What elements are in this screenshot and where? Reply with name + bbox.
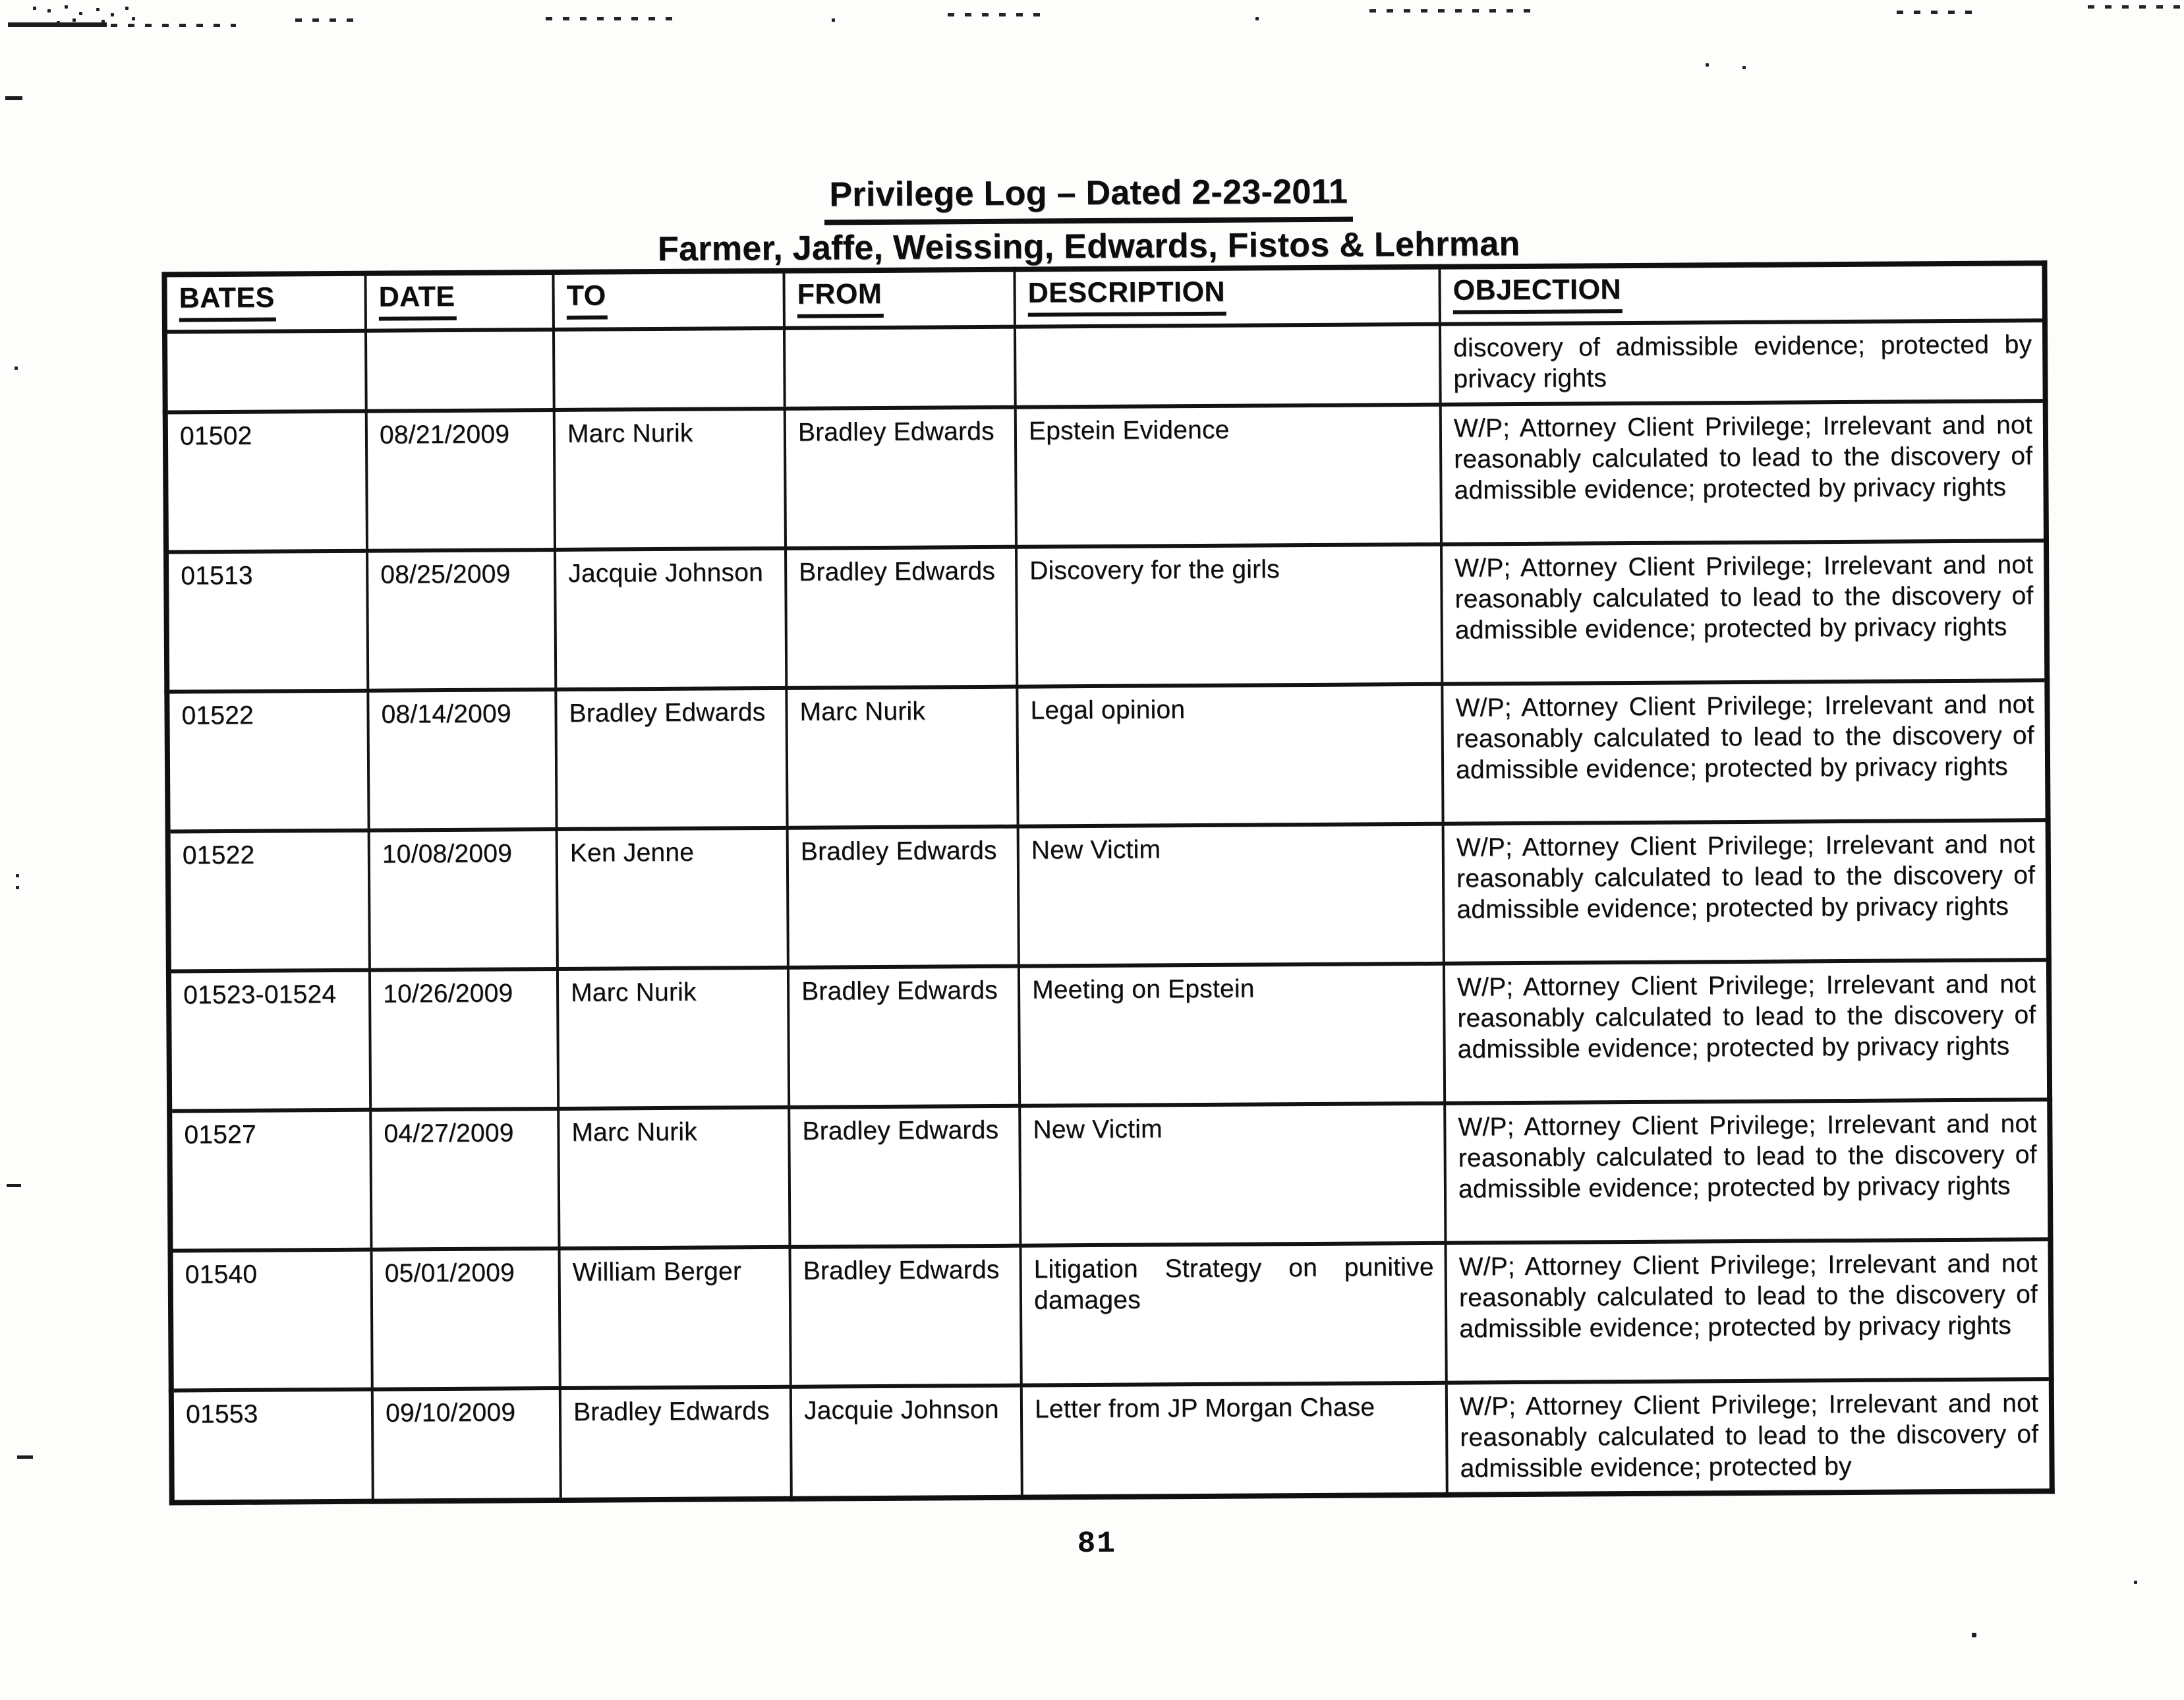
to-cell: Jacquie Johnson	[555, 548, 786, 689]
description-cell: New Victim	[1018, 824, 1444, 966]
to-cell: Marc Nurik	[558, 968, 789, 1109]
description-cell: Discovery for the girls	[1016, 544, 1442, 687]
date-cell: 04/27/2009	[370, 1109, 559, 1250]
column-header-description	[1014, 267, 1440, 327]
to-cell: Marc Nurik	[554, 409, 786, 550]
to-cell: Ken Jenne	[557, 828, 788, 969]
date-cell: 09/10/2009	[372, 1388, 561, 1502]
to-cell	[554, 328, 785, 410]
table-row	[167, 680, 2048, 831]
column-header-label: DESCRIPTION	[1028, 276, 1227, 317]
to-cell: Marc Nurik	[558, 1107, 790, 1248]
description-cell: Meeting on Epstein	[1019, 964, 1445, 1106]
table-row	[171, 1379, 2052, 1502]
to-cell: Bradley Edwards	[560, 1387, 791, 1500]
column-header-label: DATE	[379, 281, 457, 321]
date-cell: 08/21/2009	[366, 410, 555, 551]
column-header-from	[784, 270, 1015, 328]
document-title: Privilege Log – Dated 2-23-2011	[0, 163, 2181, 230]
objection-cell: W/P; Attorney Client Privilege; Irrelevant and not reasonably calculated to lead to the discovery of admissible evidence; protected by privacy rights	[1444, 960, 2050, 1103]
from-cell	[784, 327, 1016, 409]
objection-cell: W/P; Attorney Client Privilege; Irrelevant and not reasonably calculated to lead to the discovery of admissible evidence; protected by privacy rights	[1441, 401, 2046, 544]
column-header-label: TO	[567, 279, 608, 319]
bates-cell: 01502	[165, 411, 367, 552]
bates-cell: 01513	[166, 551, 368, 692]
description-cell: Letter from JP Morgan Chase	[1021, 1383, 1447, 1498]
description-cell	[1015, 324, 1441, 407]
from-cell: Jacquie Johnson	[791, 1386, 1022, 1499]
description-cell: Litigation Strategy on punitive damages	[1020, 1243, 1446, 1386]
description-cell: New Victim	[1020, 1103, 1445, 1246]
from-cell: Bradley Edwards	[786, 547, 1017, 688]
date-cell: 10/26/2009	[370, 969, 558, 1110]
table-row	[165, 401, 2046, 552]
objection-cell: discovery of admissible evidence; protected by privacy rights	[1440, 320, 2046, 405]
objection-cell: W/P; Attorney Client Privilege; Irrelevant and not reasonably calculated to lead to the discovery of admissible evidence; protected by	[1447, 1379, 2052, 1495]
column-header-objection	[1439, 263, 2045, 324]
column-header-bates	[164, 274, 366, 332]
column-header-label: BATES	[179, 282, 276, 322]
objection-cell: W/P; Attorney Client Privilege; Irrelevant and not reasonably calculated to lead to the discovery of admissible evidence; protected by privacy rights	[1443, 820, 2049, 964]
bates-cell: 01523-01524	[169, 970, 370, 1111]
bates-cell: 01527	[169, 1110, 371, 1251]
bates-cell: 01540	[171, 1250, 372, 1391]
objection-cell: W/P; Attorney Client Privilege; Irrelevant and not reasonably calculated to lead to the discovery of admissible evidence; protected by privacy rights	[1445, 1239, 2051, 1383]
from-cell: Bradley Edwards	[788, 827, 1019, 968]
from-cell: Bradley Edwards	[789, 1106, 1020, 1247]
from-cell: Bradley Edwards	[788, 966, 1020, 1107]
to-cell: William Berger	[559, 1247, 790, 1388]
table-row	[168, 820, 2049, 971]
date-cell: 05/01/2009	[371, 1248, 560, 1390]
table-row	[165, 320, 2046, 412]
from-cell: Marc Nurik	[786, 687, 1018, 828]
page-number: 81	[1077, 1526, 1117, 1562]
privilege-log-table	[161, 260, 2054, 1505]
to-cell: Bradley Edwards	[556, 688, 787, 829]
description-cell: Legal opinion	[1017, 684, 1443, 827]
document-subtitle: Farmer, Jaffe, Weissing, Edwards, Fistos & Lehrman	[0, 217, 2181, 283]
objection-cell: W/P; Attorney Client Privilege; Irrelevant and not reasonably calculated to lead to the discovery of admissible evidence; protected by privacy rights	[1445, 1099, 2050, 1243]
bates-cell: 01553	[171, 1390, 373, 1503]
bates-cell: 01522	[168, 831, 370, 972]
table-row	[166, 541, 2047, 691]
column-header-label: OBJECTION	[1452, 274, 1623, 314]
description-cell: Epstein Evidence	[1016, 405, 1441, 547]
column-header-date	[365, 272, 554, 331]
date-cell: 08/25/2009	[367, 550, 556, 691]
table-row	[169, 1099, 2050, 1250]
date-cell: 08/14/2009	[368, 689, 556, 831]
table-row	[171, 1239, 2052, 1390]
bates-cell	[165, 331, 366, 413]
from-cell: Bradley Edwards	[790, 1246, 1021, 1387]
table-row	[169, 960, 2050, 1111]
objection-cell: W/P; Attorney Client Privilege; Irrelevant and not reasonably calculated to lead to the discovery of admissible evidence; protected by privacy rights	[1442, 680, 2048, 824]
objection-cell: W/P; Attorney Client Privilege; Irrelevant and not reasonably calculated to lead to the discovery of admissible evidence; protected by privacy rights	[1441, 541, 2047, 684]
date-cell: 10/08/2009	[369, 829, 558, 970]
table-body	[165, 320, 2052, 1502]
from-cell: Bradley Edwards	[785, 407, 1016, 548]
column-header-label: FROM	[797, 278, 884, 318]
column-header-to	[553, 271, 784, 330]
date-cell	[366, 330, 554, 411]
bates-cell: 01522	[167, 691, 368, 832]
